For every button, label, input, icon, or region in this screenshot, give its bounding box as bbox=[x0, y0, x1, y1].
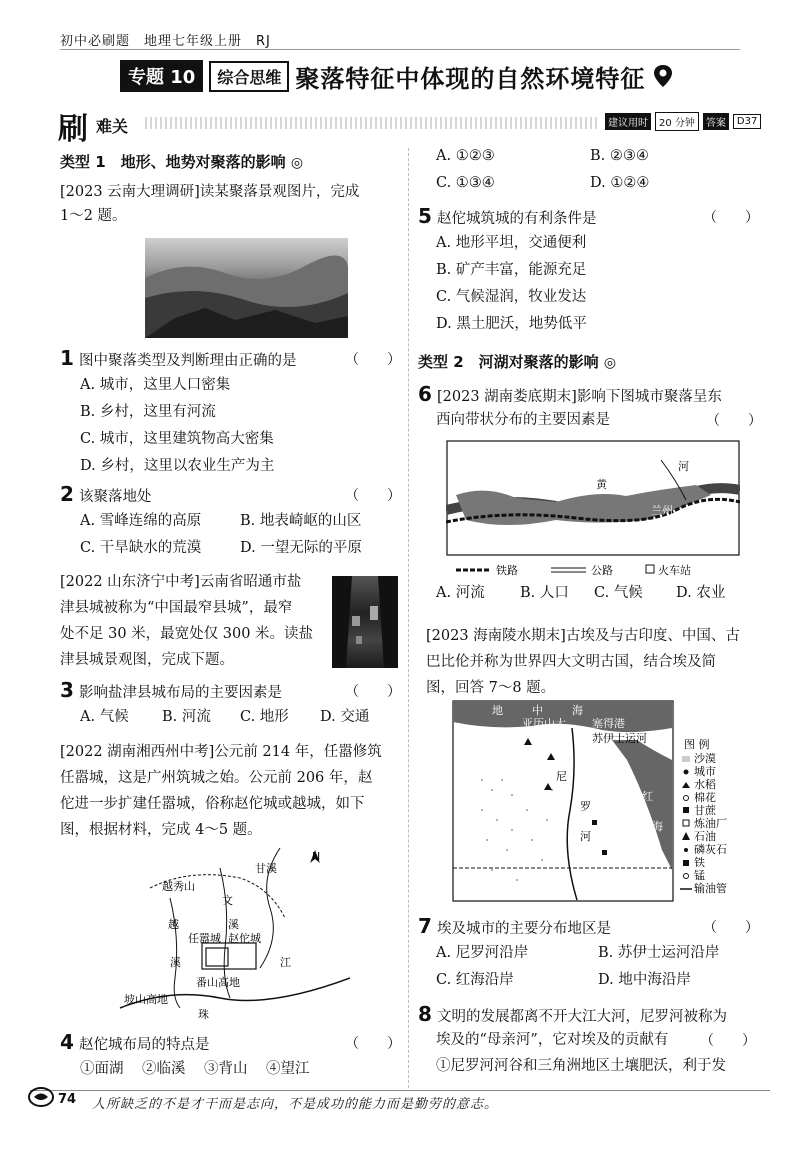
q4-number: 4 bbox=[60, 1030, 74, 1054]
legend-oil: 石油 bbox=[694, 830, 716, 843]
station-icon bbox=[646, 565, 654, 573]
map1-yuexiushan: 越秀山 bbox=[162, 880, 195, 893]
time-info bbox=[605, 112, 761, 131]
topic-title bbox=[120, 60, 675, 92]
footer-divider bbox=[30, 1090, 770, 1091]
question-7 bbox=[418, 914, 758, 941]
map2-legend-station: 火车站 bbox=[658, 564, 691, 577]
q1-stem: 图中聚落类型及判断理由正确的是 bbox=[79, 353, 297, 369]
page-title: 聚落特征中体现的自然环境特征 bbox=[295, 63, 646, 93]
question-8 bbox=[418, 1002, 768, 1029]
q1-option-b[interactable]: B. 乡村，这里有河流 bbox=[80, 404, 216, 420]
map2-legend-railway: 铁路 bbox=[496, 564, 518, 577]
legend-cotton: 棉花 bbox=[694, 791, 716, 804]
map1-poshan: 坡山高地 bbox=[124, 993, 168, 1006]
q3-number: 3 bbox=[60, 678, 74, 702]
type1-text: 类型 1 地形、地势对聚落的影响 bbox=[60, 153, 286, 171]
q6-stem-line1: [2023 湖南娄底期末]影响下图城市聚落呈东 bbox=[437, 389, 722, 405]
time-label: 建议用时 bbox=[605, 113, 651, 130]
map3-nile2: 罗 bbox=[580, 800, 591, 813]
q6-option-d[interactable]: D. 农业 bbox=[676, 585, 726, 601]
map3-suez-canal: 苏伊士运河 bbox=[592, 732, 647, 745]
map2-city: 兰州 bbox=[651, 504, 673, 517]
q7-stem: 埃及城市的主要分布地区是 bbox=[437, 921, 612, 937]
type1-heading bbox=[60, 151, 303, 172]
type2-text: 类型 2 河湖对聚落的影响 bbox=[418, 353, 599, 371]
map3-city-portsaid: 塞得港 bbox=[592, 717, 625, 730]
topic-tag: 专题 10 bbox=[120, 60, 203, 92]
egypt-map bbox=[452, 700, 742, 910]
legend-city: 城市 bbox=[694, 765, 716, 778]
map2-river-huang: 黄 bbox=[596, 478, 607, 491]
type2-heading bbox=[418, 351, 616, 372]
map1-zhu: 珠 bbox=[198, 1008, 209, 1020]
q8-stem-line2: 埃及的“母亲河”，它对埃及的贡献有 bbox=[436, 1032, 669, 1048]
legend-phosphate: 磷灰石 bbox=[694, 843, 727, 856]
location-pin-icon bbox=[651, 63, 675, 89]
q7-answer-blank[interactable]: （ ） bbox=[703, 920, 759, 936]
map1-xi1: 溪 bbox=[228, 918, 239, 931]
map3-nile1: 尼 bbox=[556, 770, 567, 783]
map1-fanshan: 番山高地 bbox=[196, 976, 240, 989]
village-photo bbox=[145, 238, 348, 338]
question-4 bbox=[60, 1030, 400, 1057]
q1-option-a[interactable]: A. 城市，这里人口密集 bbox=[80, 377, 231, 393]
q5-option-a[interactable]: A. 地形平坦，交通便利 bbox=[436, 235, 587, 251]
q1-option-d[interactable]: D. 乡村，这里以农业生产为主 bbox=[80, 458, 275, 474]
q4-option-a[interactable]: A. ①②③ bbox=[436, 148, 495, 164]
intro4-line3: 图，回答 7～8 题。 bbox=[426, 680, 556, 696]
q3-option-c[interactable]: C. 地形 bbox=[240, 709, 289, 725]
map1-renxiao: 任嚣城 bbox=[188, 932, 221, 945]
q3-answer-blank[interactable]: （ ） bbox=[345, 684, 401, 700]
q2-option-d[interactable]: D. 一望无际的平原 bbox=[240, 540, 362, 556]
q3-option-d[interactable]: D. 交通 bbox=[320, 709, 370, 725]
yanjin-photo bbox=[332, 576, 398, 668]
q6-option-b[interactable]: B. 人口 bbox=[520, 585, 569, 601]
q5-option-b[interactable]: B. 矿产丰富，能源充足 bbox=[436, 262, 587, 278]
map3-nile3: 河 bbox=[580, 830, 591, 843]
q1-answer-blank[interactable]: （ ） bbox=[345, 352, 401, 368]
topic-kind: 综合思维 bbox=[209, 61, 289, 92]
footer-logo-icon bbox=[28, 1086, 54, 1108]
map1-jiang: 江 bbox=[280, 956, 291, 969]
intro2-line3: 处不足 30 米，最宽处仅 300 米。读盐 bbox=[60, 626, 314, 642]
answer-label: 答案 bbox=[703, 113, 729, 130]
q3-option-a[interactable]: A. 气候 bbox=[80, 709, 129, 725]
question-5 bbox=[418, 204, 758, 231]
intro3-line4: 图，根据材料，完成 4～5 题。 bbox=[60, 822, 262, 838]
intro1-line2: 1～2 题。 bbox=[60, 208, 127, 224]
map1-wen: 文 bbox=[222, 894, 233, 907]
header-divider bbox=[60, 49, 740, 50]
map1-zhaotuo: 赵佗城 bbox=[228, 932, 261, 945]
narrow-town-scene bbox=[332, 576, 398, 668]
intro3-line3: 佗进一步扩建任嚣城，俗称赵佗城或越城，如下 bbox=[60, 796, 365, 812]
map1-north: N bbox=[312, 850, 321, 863]
q8-number: 8 bbox=[418, 1002, 432, 1026]
question-1 bbox=[60, 346, 400, 373]
q4-option-c[interactable]: C. ①③④ bbox=[436, 175, 495, 191]
q7-option-b[interactable]: B. 苏伊士运河沿岸 bbox=[598, 945, 720, 961]
q5-answer-blank[interactable]: （ ） bbox=[703, 210, 759, 226]
q8-stem-line1: 文明的发展都离不开大江大河，尼罗河被称为 bbox=[437, 1009, 728, 1025]
legend-desert: 沙漠 bbox=[694, 752, 716, 765]
mountain-landscape bbox=[145, 238, 348, 338]
q8-item-1: ①尼罗河河谷和三角洲地区土壤肥沃，利于发 bbox=[436, 1058, 726, 1074]
footer-motto: 人所缺乏的不是才干而是志向，不是成功的能力而是勤劳的意志。 bbox=[92, 1097, 499, 1112]
q3-option-b[interactable]: B. 河流 bbox=[162, 709, 211, 725]
q3-stem: 影响盐津县城布局的主要因素是 bbox=[79, 685, 283, 701]
intro2-line4: 津县城景观图，完成下题。 bbox=[60, 652, 234, 668]
q5-option-c[interactable]: C. 气候湿润，牧业发达 bbox=[436, 289, 587, 305]
q5-option-d[interactable]: D. 黑土肥沃，地势低平 bbox=[436, 316, 587, 332]
map1-yue: 越 bbox=[168, 918, 179, 931]
q4-option-b[interactable]: B. ②③④ bbox=[590, 148, 649, 164]
q2-answer-blank[interactable]: （ ） bbox=[345, 488, 401, 504]
answer-page: D37 bbox=[733, 114, 761, 129]
legend-sugarcane: 甘蔗 bbox=[694, 804, 716, 817]
target-icon: ◎ bbox=[603, 355, 617, 371]
q2-option-b[interactable]: B. 地表崎岖的山区 bbox=[240, 513, 362, 529]
q1-number: 1 bbox=[60, 346, 74, 370]
intro2-line1: [2022 山东济宁中考]云南省昭通市盐 bbox=[60, 574, 302, 590]
map2-river-he: 河 bbox=[678, 460, 689, 473]
q6-number: 6 bbox=[418, 382, 432, 406]
q2-option-c[interactable]: C. 干旱缺水的荒漠 bbox=[80, 540, 202, 556]
zhaotuo-city-map bbox=[110, 848, 350, 1020]
q1-option-c[interactable]: C. 城市，这里建筑物高大密集 bbox=[80, 431, 274, 447]
decorative-hatch bbox=[145, 117, 600, 129]
intro1-line1: [2023 云南大理调研]读某聚落景观图片，完成 bbox=[60, 184, 360, 200]
intro3-line2: 任嚣城，这是广州筑城之始。公元前 206 年，赵 bbox=[60, 770, 373, 786]
intro3-line1: [2022 湖南湘西州中考]公元前 214 年，任嚣修筑 bbox=[60, 744, 382, 760]
q4-item-4: ④望江 bbox=[266, 1061, 310, 1077]
target-icon: ◎ bbox=[290, 155, 304, 171]
q6-answer-blank[interactable]: （ ） bbox=[706, 413, 762, 429]
q4-option-d[interactable]: D. ①②④ bbox=[590, 175, 650, 191]
question-3 bbox=[60, 678, 400, 705]
map3-redsea2: 海 bbox=[652, 820, 663, 833]
q4-answer-blank[interactable]: （ ） bbox=[345, 1036, 401, 1052]
intro4-line2: 巴比伦并称为世界四大文明古国，结合埃及简 bbox=[426, 654, 716, 670]
intro2-line2: 津县城被称为“中国最窄县城”，最窄 bbox=[60, 600, 293, 616]
q6-option-c[interactable]: C. 气候 bbox=[594, 585, 643, 601]
map3-city-alexandria: 亚历山大 bbox=[522, 717, 566, 730]
map2-legend-road: 公路 bbox=[591, 564, 613, 577]
lanzhou-city-map bbox=[446, 440, 740, 580]
legend-rice: 水稻 bbox=[694, 778, 716, 791]
intro4-line1: [2023 海南陵水期末]古埃及与古印度、中国、古 bbox=[426, 628, 740, 644]
level-label: 难关 bbox=[96, 117, 129, 136]
q7-number: 7 bbox=[418, 914, 432, 938]
q5-number: 5 bbox=[418, 204, 432, 228]
legend-refinery: 炼油厂 bbox=[694, 817, 727, 830]
legend-manganese: 锰 bbox=[694, 869, 705, 882]
q7-option-d[interactable]: D. 地中海沿岸 bbox=[598, 972, 691, 988]
time-value: 20 分钟 bbox=[655, 112, 699, 131]
page-number: 74 bbox=[58, 1092, 77, 1107]
q4-item-2: ②临溪 bbox=[142, 1061, 186, 1077]
q7-option-c[interactable]: C. 红海沿岸 bbox=[436, 972, 514, 988]
legend-pipeline: 输油管 bbox=[694, 882, 727, 895]
q2-number: 2 bbox=[60, 482, 74, 506]
question-2 bbox=[60, 482, 400, 509]
q2-stem: 该聚落地处 bbox=[79, 489, 152, 505]
map1-xi2: 溪 bbox=[170, 956, 181, 969]
q4-item-3: ③背山 bbox=[204, 1061, 248, 1077]
question-6 bbox=[418, 382, 758, 409]
q4-item-1: ①面湖 bbox=[80, 1061, 124, 1077]
q6-option-a[interactable]: A. 河流 bbox=[436, 585, 485, 601]
map3-sea3: 海 bbox=[572, 704, 583, 717]
q8-answer-blank[interactable]: （ ） bbox=[700, 1033, 756, 1049]
map1-ganxi: 甘溪 bbox=[255, 862, 277, 875]
q5-stem: 赵佗城筑城的有利条件是 bbox=[437, 211, 597, 227]
q7-option-a[interactable]: A. 尼罗河沿岸 bbox=[436, 945, 529, 961]
map3-legend-title: 图 例 bbox=[684, 738, 710, 751]
q4-stem: 赵佗城布局的特点是 bbox=[79, 1037, 210, 1053]
q6-stem-line2: 西向带状分布的主要因素是 bbox=[436, 412, 610, 428]
map3-redsea1: 红 bbox=[642, 790, 653, 803]
map3-sea1: 地 bbox=[492, 704, 503, 717]
legend-iron: 铁 bbox=[694, 856, 705, 869]
column-divider bbox=[408, 148, 409, 1088]
q2-option-a[interactable]: A. 雪峰连绵的高原 bbox=[80, 513, 202, 529]
map3-sea2: 中 bbox=[532, 704, 543, 717]
section-mark: 刷 bbox=[58, 112, 88, 147]
series-header: 初中必刷题 地理七年级上册 RJ bbox=[60, 34, 271, 49]
